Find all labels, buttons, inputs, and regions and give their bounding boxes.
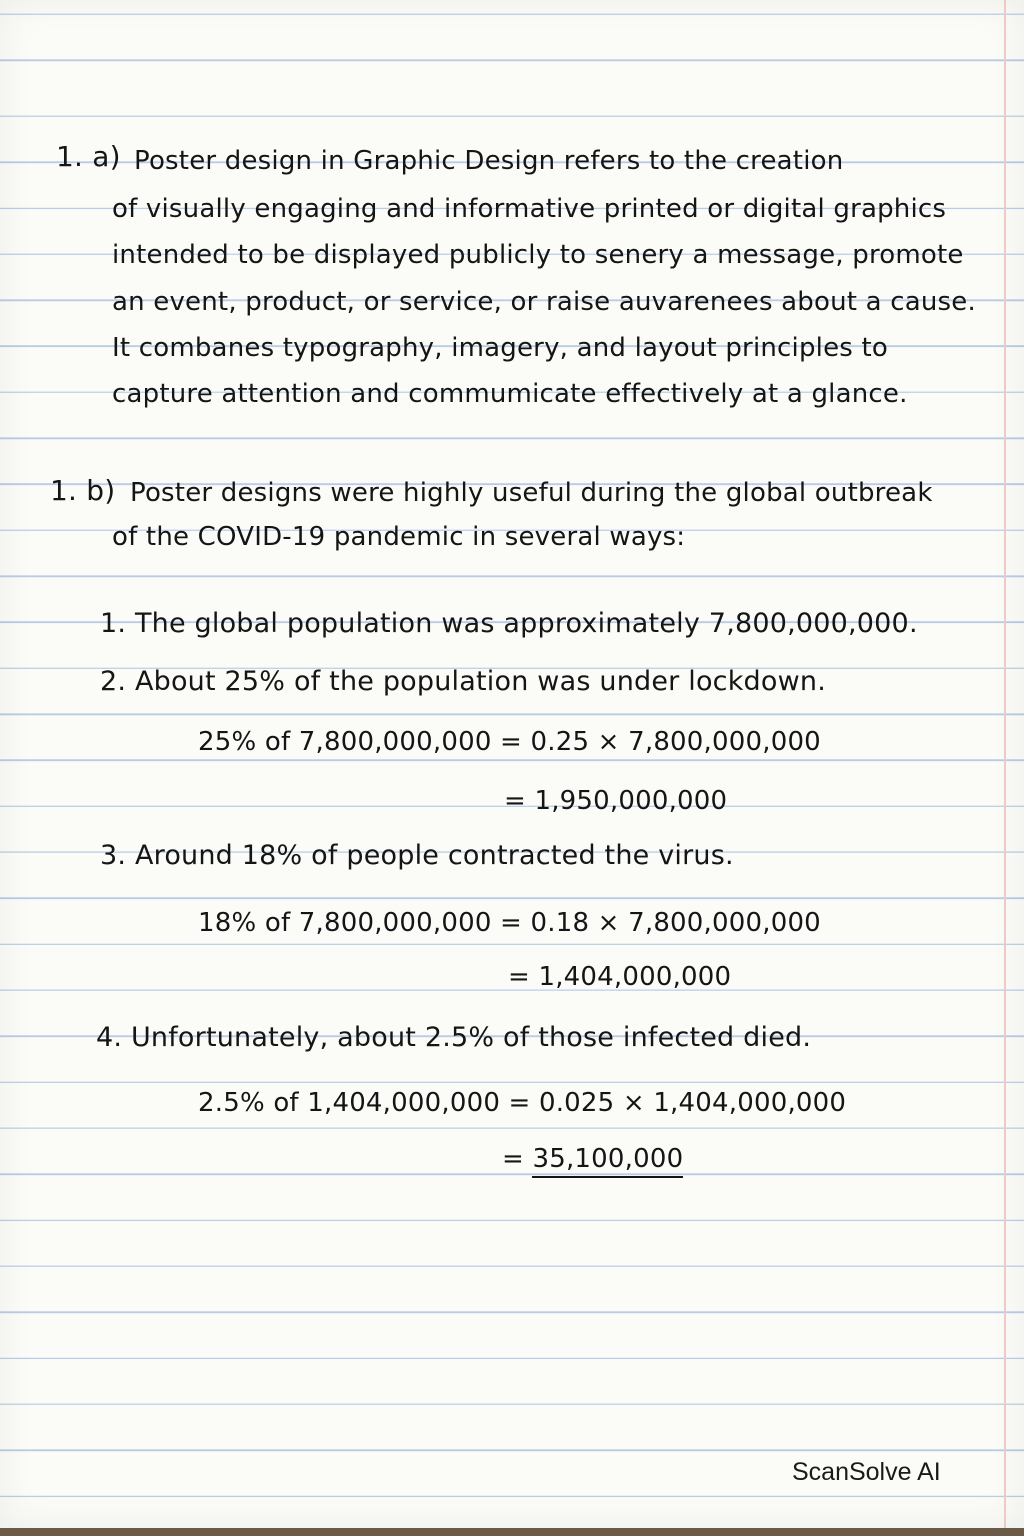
answer-1b-line-1: Poster designs were highly useful during the global outbreak (130, 478, 933, 508)
question-label-1b: 1. b) (50, 474, 116, 507)
answer-1a-line-3: intended to be displayed publicly to senery a message, promote (112, 240, 964, 270)
answer-1a-line-1: Poster design in Graphic Design refers to the creation (134, 146, 844, 176)
step-4-equals: = (502, 1144, 524, 1174)
step-3-text: 3. Around 18% of people contracted the virus. (100, 840, 734, 871)
step-2-text: 2. About 25% of the population was under lockdown. (100, 666, 826, 697)
answer-1a-line-2: of visually engaging and informative printed or digital graphics (112, 194, 947, 224)
step-3-equation: 18% of 7,800,000,000 = 0.18 × 7,800,000,000 (198, 908, 821, 938)
step-4-result (502, 1144, 683, 1174)
margin-line (1004, 0, 1006, 1528)
brand-watermark: ScanSolve AI (792, 1458, 941, 1486)
answer-1a-line-6: capture attention and commumicate effectively at a glance. (112, 379, 908, 409)
answer-1a-line-4: an event, product, or service, or raise auvarenees about a cause. (112, 287, 976, 317)
step-3-result: = 1,404,000,000 (508, 962, 732, 992)
step-4-text: 4. Unfortunately, about 2.5% of those infected died. (96, 1022, 812, 1053)
answer-1b-line-2: of the COVID-19 pandemic in several ways: (112, 522, 686, 552)
step-2-result: = 1,950,000,000 (504, 786, 728, 816)
step-4-equation: 2.5% of 1,404,000,000 = 0.025 × 1,404,000,000 (198, 1088, 847, 1118)
question-label-1a: 1. a) (56, 140, 121, 173)
step-1-text: 1. The global population was approximately 7,800,000,000. (100, 608, 918, 639)
step-2-equation: 25% of 7,800,000,000 = 0.25 × 7,800,000,000 (198, 727, 821, 757)
final-answer: 35,100,000 (532, 1144, 683, 1178)
answer-1a-line-5: It combanes typography, imagery, and layout principles to (112, 333, 889, 363)
